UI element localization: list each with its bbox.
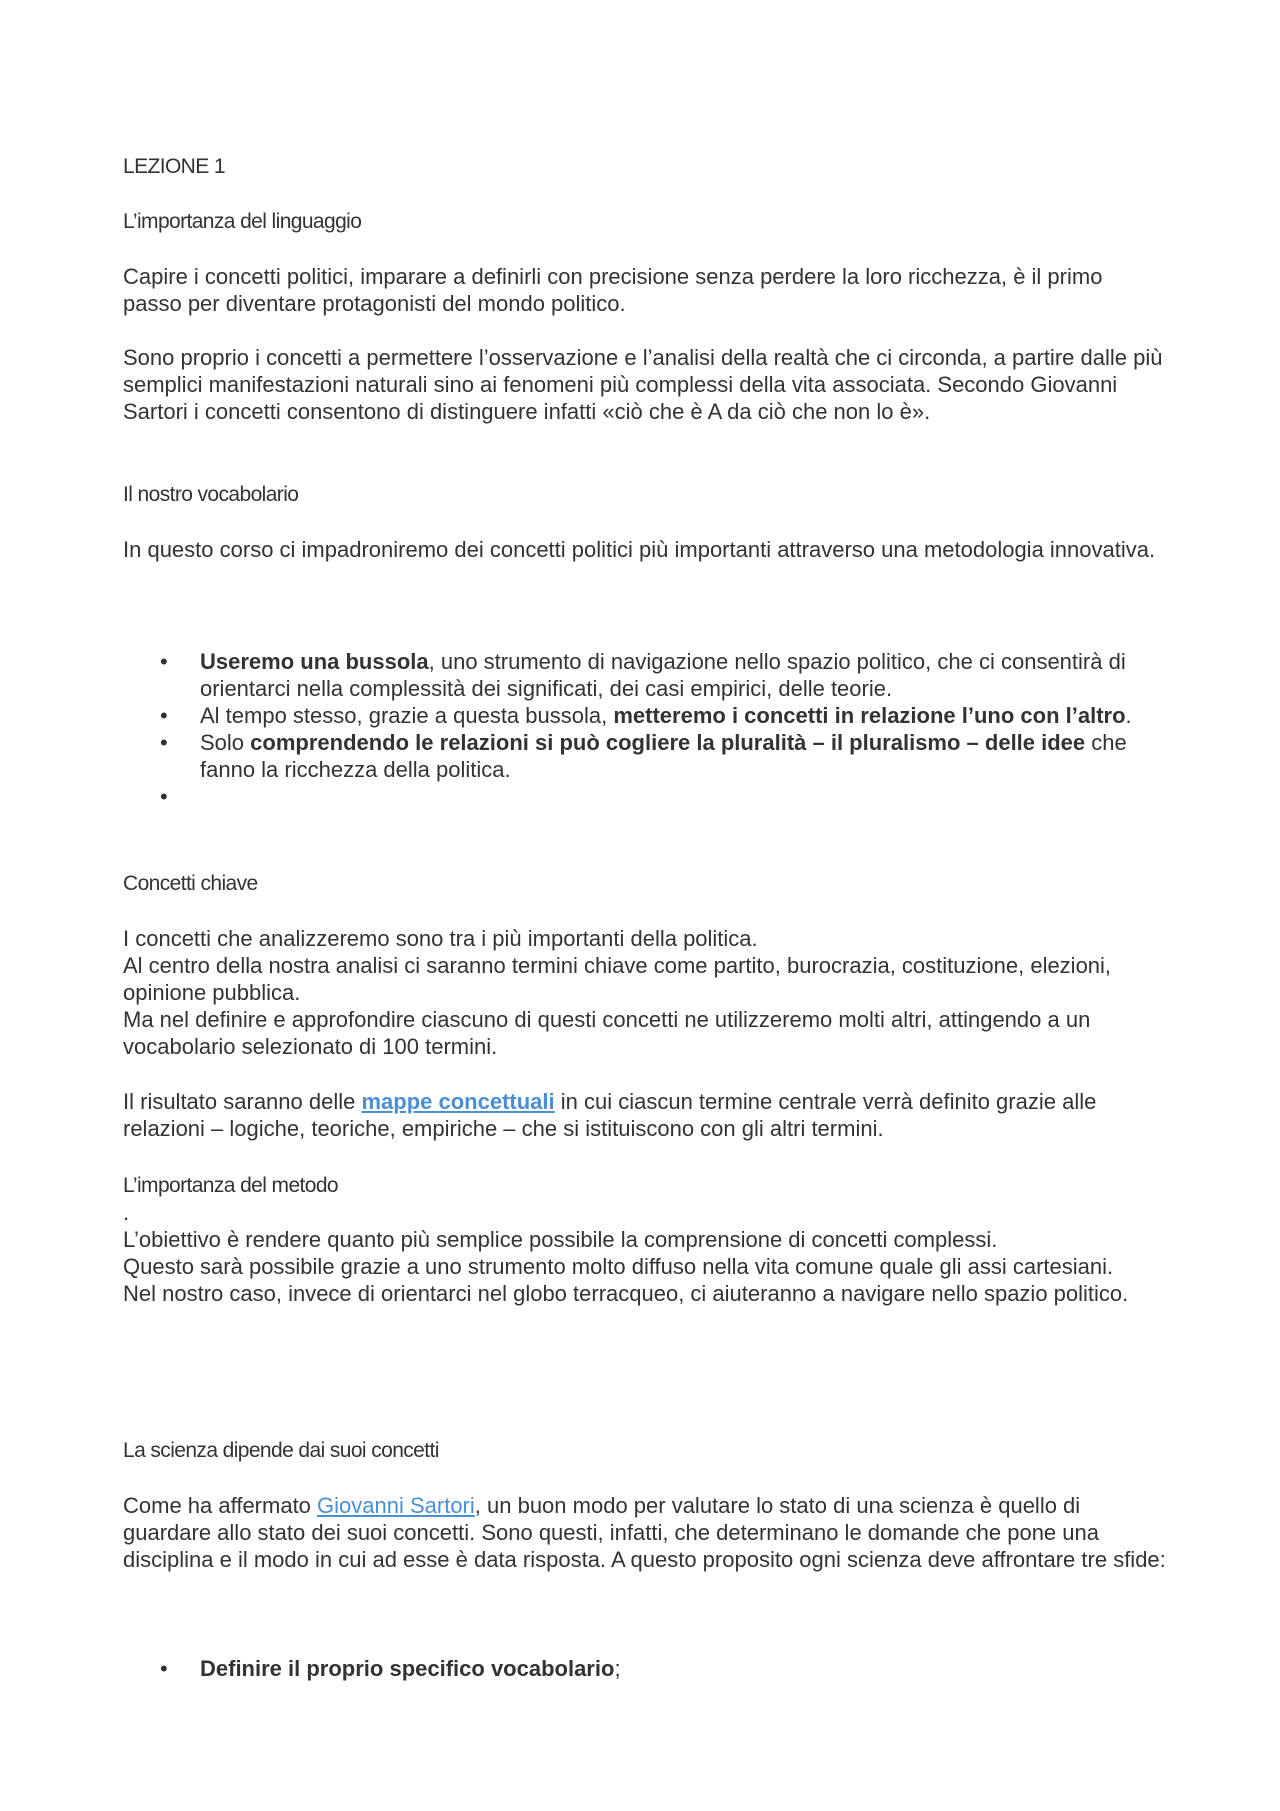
- text-line: Nel nostro caso, invece di orientarci nel globo terracqueo, ci aiuteranno a navigare nello spazio politico.: [123, 1281, 1129, 1306]
- bullet-icon: •: [160, 784, 168, 809]
- paragraph-sono-proprio: Sono proprio i concetti a permettere l’osservazione e l’analisi della realtà che ci circonda, a partire dalle più semplici manifestazioni naturali sino ai fenomeni più complessi della vita associata. Secondo Giovanni Sartori i concetti consentono di distinguere infatti «ciò che è A da ciò che non lo è».: [123, 345, 1163, 424]
- paragraph-metodo: [123, 1199, 1163, 1307]
- item-text: , uno strumento di navigazione nello spazio politico, che ci consentirà di orientarci nella complessità dei significati, dei casi empirici, delle teorie.: [200, 649, 1126, 701]
- bullet-list-sfide: [123, 1655, 1173, 1682]
- text-line: Al centro della nostra analisi ci saranno termini chiave come partito, burocrazia, costituzione, elezioni, opinione pubblica.: [123, 953, 1112, 1005]
- lesson-title: LEZIONE 1: [123, 155, 225, 178]
- bold-text: metteremo i concetti in relazione l’uno con l’altro: [613, 703, 1126, 728]
- text-span: Il risultato saranno delle: [123, 1089, 362, 1114]
- text-span: Come ha affermato: [123, 1493, 318, 1518]
- bullet-icon: •: [160, 730, 168, 755]
- bold-text: comprendendo le relazioni si può cogliere la pluralità – il pluralismo – delle idee: [250, 730, 1086, 755]
- heading-concetti-chiave: Concetti chiave: [123, 872, 258, 895]
- paragraph-concetti: [123, 925, 1163, 1060]
- item-text: che fanno la ricchezza della politica.: [200, 730, 1127, 782]
- text-line: .: [123, 1200, 130, 1225]
- item-text: .: [1125, 703, 1132, 728]
- list-item-empty: [123, 783, 1173, 810]
- list-item: [123, 702, 1173, 729]
- text-span: , un buon modo per valutare lo stato di una scienza è quello di guardare allo stato dei suoi concetti. Sono questi, infatti, che determinano le domande che pone una disciplina e il modo in cui ad esse è data risposta. A questo proposito ogni scienza deve affrontare tre sfide:: [123, 1493, 1166, 1572]
- item-text: Al tempo stesso, grazie a questa bussola,: [200, 703, 614, 728]
- text-line: I concetti che analizzeremo sono tra i più importanti della politica.: [123, 926, 758, 951]
- paragraph-capire: Capire i concetti politici, imparare a definirli con precisione senza perdere la loro ricchezza, è il primo passo per diventare protagonisti del mondo politico.: [123, 264, 1103, 316]
- bold-text: Definire il proprio specifico vocabolario: [200, 1656, 615, 1681]
- paragraph-sartori: [123, 1492, 1173, 1573]
- mappe-concettuali-link[interactable]: mappe concettuali: [361, 1089, 555, 1114]
- paragraph-risultato: [123, 1088, 1163, 1142]
- item-text: ;: [614, 1656, 621, 1681]
- list-item: [123, 1655, 1173, 1682]
- bullet-list-metodologia: [123, 648, 1173, 810]
- giovanni-sartori-link[interactable]: Giovanni Sartori: [317, 1493, 475, 1518]
- text-line: Ma nel definire e approfondire ciascuno di questi concetti ne utilizzeremo molti altri, attingendo a un vocabolario selezionato di 100 termini.: [123, 1007, 1091, 1059]
- item-text: Solo: [200, 730, 251, 755]
- bold-text: Useremo una bussola: [200, 649, 429, 674]
- paragraph-corso: In questo corso ci impadroniremo dei concetti politici più importanti attraverso una metodologia innovativa.: [123, 537, 1156, 562]
- list-item: [123, 729, 1173, 783]
- bullet-icon: •: [160, 649, 168, 674]
- text-line: L’obiettivo è rendere quanto più semplice possibile la comprensione di concetti complessi.: [123, 1227, 998, 1252]
- bullet-icon: •: [160, 1656, 168, 1681]
- heading-vocabolario: Il nostro vocabolario: [123, 483, 299, 506]
- heading-scienza: La scienza dipende dai suoi concetti: [123, 1439, 439, 1462]
- heading-linguaggio: L’importanza del linguaggio: [123, 210, 362, 233]
- heading-metodo: L’importanza del metodo: [123, 1174, 339, 1197]
- text-line: Questo sarà possibile grazie a uno strumento molto diffuso nella vita comune quale gli assi cartesiani.: [123, 1254, 1114, 1279]
- list-item: [123, 648, 1173, 702]
- bullet-icon: •: [160, 703, 168, 728]
- text-span: in cui ciascun termine centrale verrà definito grazie alle relazioni – logiche, teoriche, empiriche – che si istituiscono con gli altri termini.: [123, 1089, 1097, 1141]
